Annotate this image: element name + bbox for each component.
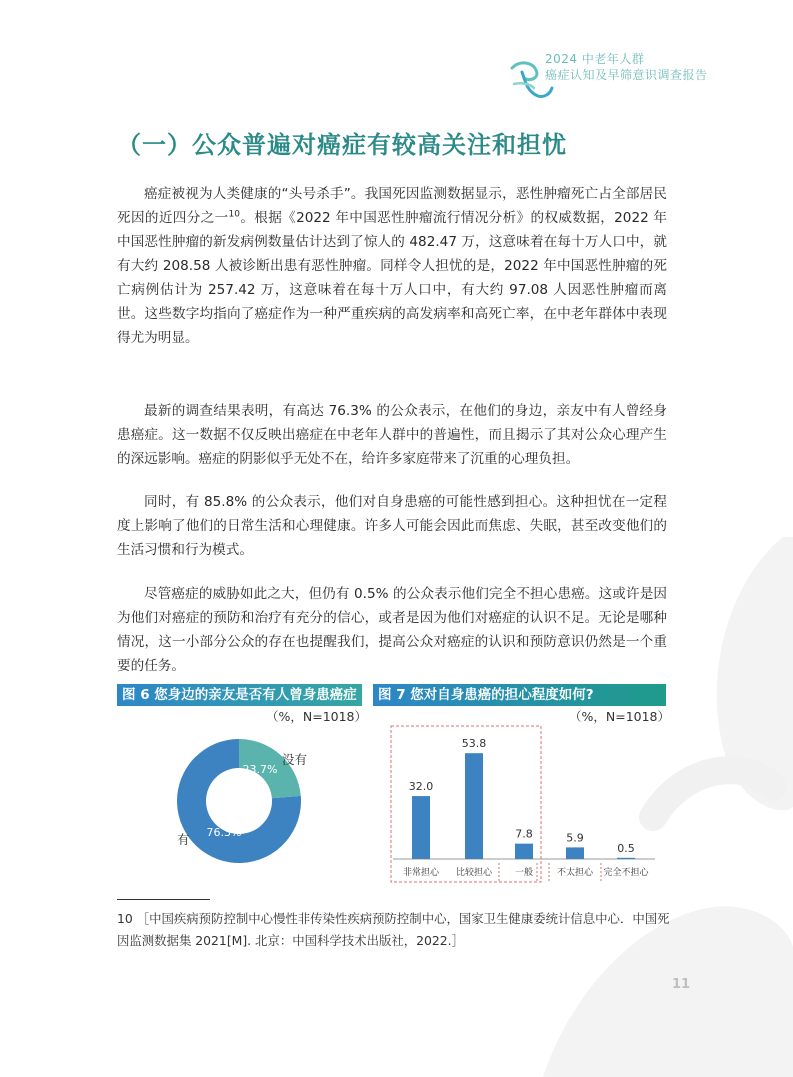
bar-value-label-4: 0.5: [617, 841, 635, 855]
figure-6-donut-chart: [117, 722, 362, 867]
figure-7-unit: （%，N=1018）: [569, 709, 671, 724]
bar-value-label-0: 32.0: [408, 780, 434, 794]
bar-value-label-1: 53.8: [461, 737, 487, 751]
paragraph-4: 尽管癌症的威胁如此之大，但仍有 0.5% 的公众表示他们完全不担心患癌。这或许是因为他们对癌症的预防和治疗有充分的信心，或者是因为他们对癌症的认识不足。无论是哪种情况，这一小部分公众的存在也提醒我们，提高公众对癌症的认识和预防意识仍然是一个重要的任务。: [117, 586, 667, 674]
bar-category-label-0: 非常担心: [402, 868, 440, 878]
bar-1: [465, 753, 483, 859]
bar-category-label-1: 比较担心: [455, 868, 493, 878]
paragraph-2: 最新的调查结果表明，有高达 76.3% 的公众表示，在他们的身边，亲友中有人曾经身患癌症。这一数据不仅反映出癌症在中老年人群中的普遍性，而且揭示了其对公众心理产生的深远影响。癌症的阴影似乎无处不在，给许多家庭带来了沉重的心理负担。: [117, 403, 667, 467]
bar-2: [515, 844, 533, 859]
donut-value-label-yes: 76.3%: [206, 826, 242, 839]
page-number: 11: [672, 977, 691, 992]
figure-6-title: 图 6 您身边的亲友是否有人曾身患癌症: [117, 684, 362, 706]
figure-6-unit: （%，N=1018）: [266, 709, 368, 724]
bar-category-label-4: 完全不担心: [603, 868, 649, 878]
paragraph-1: [117, 182, 667, 350]
donut-category-label-no: 没有: [282, 752, 308, 767]
donut-value-label-no: 23.7%: [242, 763, 278, 776]
bar-4: [617, 858, 635, 859]
footnote-divider: [117, 899, 210, 900]
bar-value-label-3: 5.9: [566, 831, 584, 845]
bar-value-label-2: 7.8: [515, 827, 533, 841]
footnote-reference[interactable]: 10: [228, 209, 240, 220]
bar-category-label-3: 不太担心: [556, 868, 594, 878]
bar-3: [566, 847, 584, 859]
header-title-line2: 癌症认知及早筛意识调查报告: [545, 68, 708, 82]
section-title: （一）公众普遍对癌症有较高关注和担忧: [117, 131, 567, 159]
bar-0: [412, 796, 430, 859]
figure-7-bar-chart: [373, 722, 666, 887]
donut-category-label-yes: 有: [177, 832, 190, 847]
footnote-text: 10 ［中国疾病预防控制中心慢性非传染性疾病预防控制中心，国家卫生健康委统计信息中心．中国死因监测数据集 2021[M]. 北京：中国科学技术出版社，2022.］: [117, 911, 670, 948]
paragraph-1-text-a: 癌症被视为人类健康的“头号杀手”。我国死因监测数据显示，恶性肿瘤死亡占全部居民死因的近四分之一: [117, 186, 667, 226]
header-title-line1: 2024 中老年人群: [545, 52, 645, 66]
figure-7-title: 图 7 您对自身患癌的担心程度如何?: [373, 684, 666, 706]
bar-category-label-2: 一般: [514, 868, 534, 878]
paragraph-3: 同时，有 85.8% 的公众表示，他们对自身患癌的可能性感到担心。这种担忧在一定程度上影响了他们的日常生活和心理健康。许多人可能会因此而焦虑、失眠，甚至改变他们的生活习惯和行为模式。: [117, 494, 667, 558]
paragraph-1-text-b: 。根据《2022 年中国恶性肿瘤流行情况分析》的权威数据，2022 年中国恶性肿瘤的新发病例数量估计达到了惊人的 482.47 万，这意味着在每十万人口中，就有大约 208.58 人被诊断出患有恶性肿瘤。同样令人担忧的是，2022 年中国恶性肿瘤的死亡病例估计为 257.42 万，这意味着在每十万人口中，有大约 97.08 人因恶性肿瘤而离世。这些数字均指向了癌症作为一种严重疾病的高发病率和高死亡率，在中老年群体中表现得尤为明显。: [117, 210, 667, 346]
